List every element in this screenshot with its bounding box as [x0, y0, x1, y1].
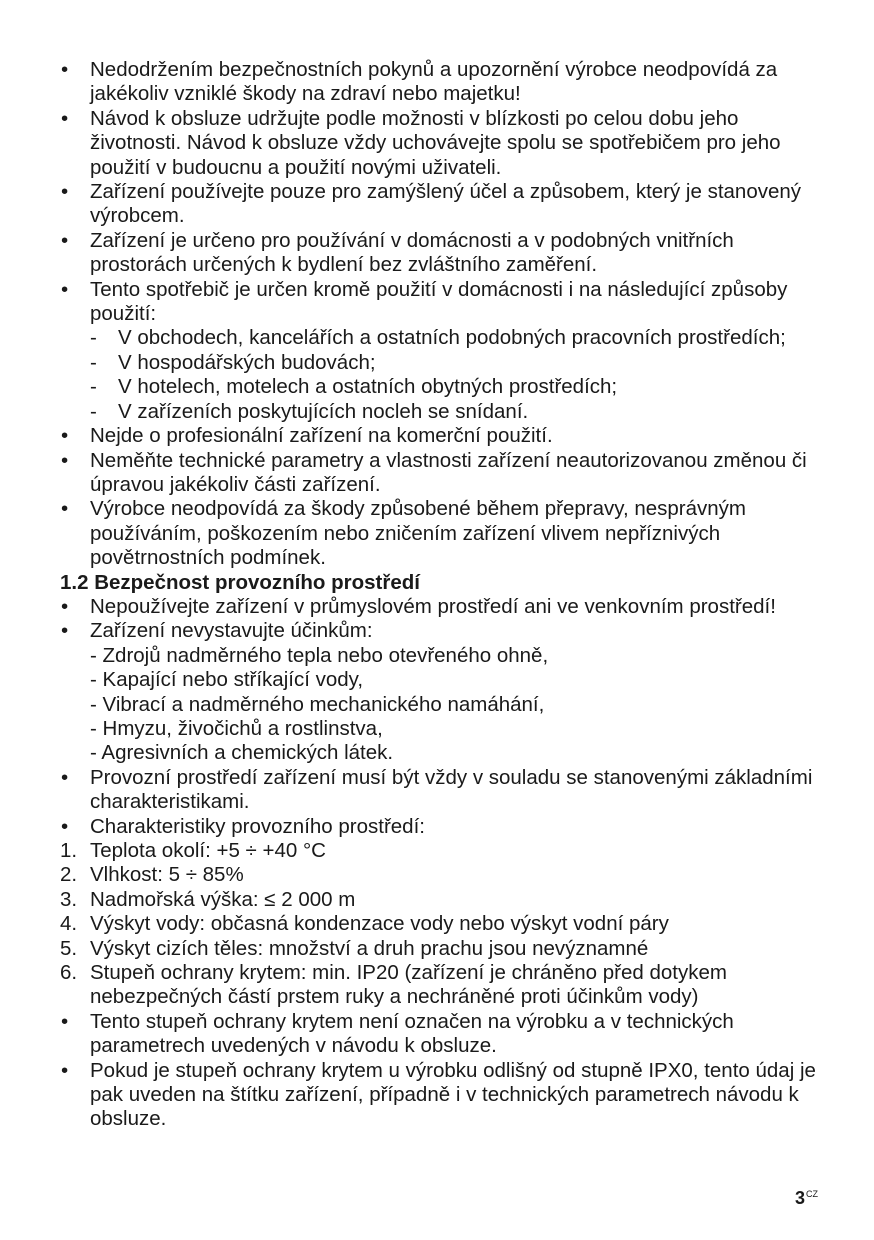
bullet-item: • Zařízení je určeno pro používání v domácnosti a v podobných vnitřních prostorách určených k bydlení bez zvláštního zaměření. [60, 229, 820, 278]
effect-item: - Zdrojů nadměrného tepla nebo otevřeného ohně, [90, 643, 549, 667]
item-number: 6. [60, 961, 78, 985]
item-number: 2. [60, 863, 78, 887]
item-text: Výskyt cizích těles: množství a druh prachu jsou nevýznamné [90, 936, 649, 960]
item-text: Nadmořská výška: ≤ 2 000 m [90, 887, 356, 911]
bullet-item: • Pokud je stupeň ochrany krytem u výrobku odlišný od stupně IPX0, tento údaj je pak uveden na štítku zařízení, případně i v technických parametrech návodu k obsluze. [60, 1059, 820, 1132]
use-item: - V hotelech, motelech a ostatních obytných prostředích; [60, 375, 820, 399]
effect-item: - Kapající nebo stříkající vody, [90, 668, 364, 692]
characteristic-item [60, 937, 820, 961]
item-text: Výskyt vody: občasná kondenzace vody nebo výskyt vodní páry [90, 912, 669, 936]
item-number: 5. [60, 936, 78, 960]
characteristic-item [60, 961, 820, 1010]
characteristic-item [60, 839, 820, 863]
item-text: Teplota okolí: +5 ÷ +40 °C [90, 839, 326, 862]
bullet-item: • Zařízení nevystavujte účinkům: [60, 619, 820, 643]
item-text: Stupeň ochrany krytem: min. IP20 (zařízení je chráněno před dotykem nebezpečných částí prstem ruky a nechráněné proti účinkům vody) [90, 961, 727, 1009]
bullet-item: • Charakteristiky provozního prostředí: [60, 815, 820, 839]
characteristic-item [60, 888, 820, 912]
item-text: Vlhkost: 5 ÷ 85% [90, 863, 244, 887]
bullet-item: • Nedodržením bezpečnostních pokynů a upozornění výrobce neodpovídá za jakékoliv vzniklé škody na zdraví nebo majetku! [60, 58, 820, 107]
characteristic-item [60, 863, 820, 887]
use-item: - V hospodářských budovách; [60, 351, 820, 375]
item-number: 4. [60, 912, 78, 936]
page-number-value: 3 [795, 1188, 806, 1208]
bullet-item: • Tento spotřebič je určen kromě použití v domácnosti i na následující způsoby použití: [60, 278, 820, 327]
effect-item: - Vibrací a nadměrného mechanického namáhání, [90, 692, 545, 716]
bullet-item: • Návod k obsluze udržujte podle možnosti v blízkosti po celou dobu jeho životnosti. Návod k obsluze vždy uchovávejte spolu se spotřebičem pro jeho použití v budoucnu a použití novými uživateli. [60, 107, 820, 180]
bullet-item: • Zařízení používejte pouze pro zamýšlený účel a způsobem, který je stanovený výrobcem. [60, 180, 820, 229]
page-number [795, 1188, 818, 1209]
characteristic-item [60, 912, 820, 936]
use-item: - V zařízeních poskytujících nocleh se snídaní. [60, 400, 820, 424]
use-item: - V obchodech, kancelářích a ostatních podobných pracovních prostředích; [60, 326, 820, 350]
bullet-item: • Nejde o profesionální zařízení na komerční použití. [60, 424, 820, 448]
bullet-item: • Neměňte technické parametry a vlastnosti zařízení neautorizovanou změnou či úpravou jakékoliv části zařízení. [60, 449, 820, 498]
section-heading: 1.2 Bezpečnost provozního prostředí [60, 570, 420, 594]
item-number: 3. [60, 887, 78, 911]
item-number: 1. [60, 839, 78, 862]
effect-item: - Hmyzu, živočichů a rostlinstva, [90, 716, 383, 740]
bullet-item: • Tento stupeň ochrany krytem není označen na výrobku a v technických parametrech uvedených v návodu k obsluze. [60, 1010, 820, 1059]
page-content [60, 58, 820, 1132]
effect-item: - Agresivních a chemických látek. [90, 741, 394, 765]
bullet-item: • Provozní prostředí zařízení musí být vždy v souladu se stanovenými základními charakteristikami. [60, 766, 820, 815]
bullet-item: • Výrobce neodpovídá za škody způsobené během přepravy, nesprávným používáním, poškozením nebo zničením zařízení vlivem nepříznivých povětrnostních podmínek. [60, 497, 820, 570]
bullet-item: • Nepoužívejte zařízení v průmyslovém prostředí ani ve venkovním prostředí! [60, 595, 820, 619]
language-code: CZ [806, 1189, 819, 1199]
